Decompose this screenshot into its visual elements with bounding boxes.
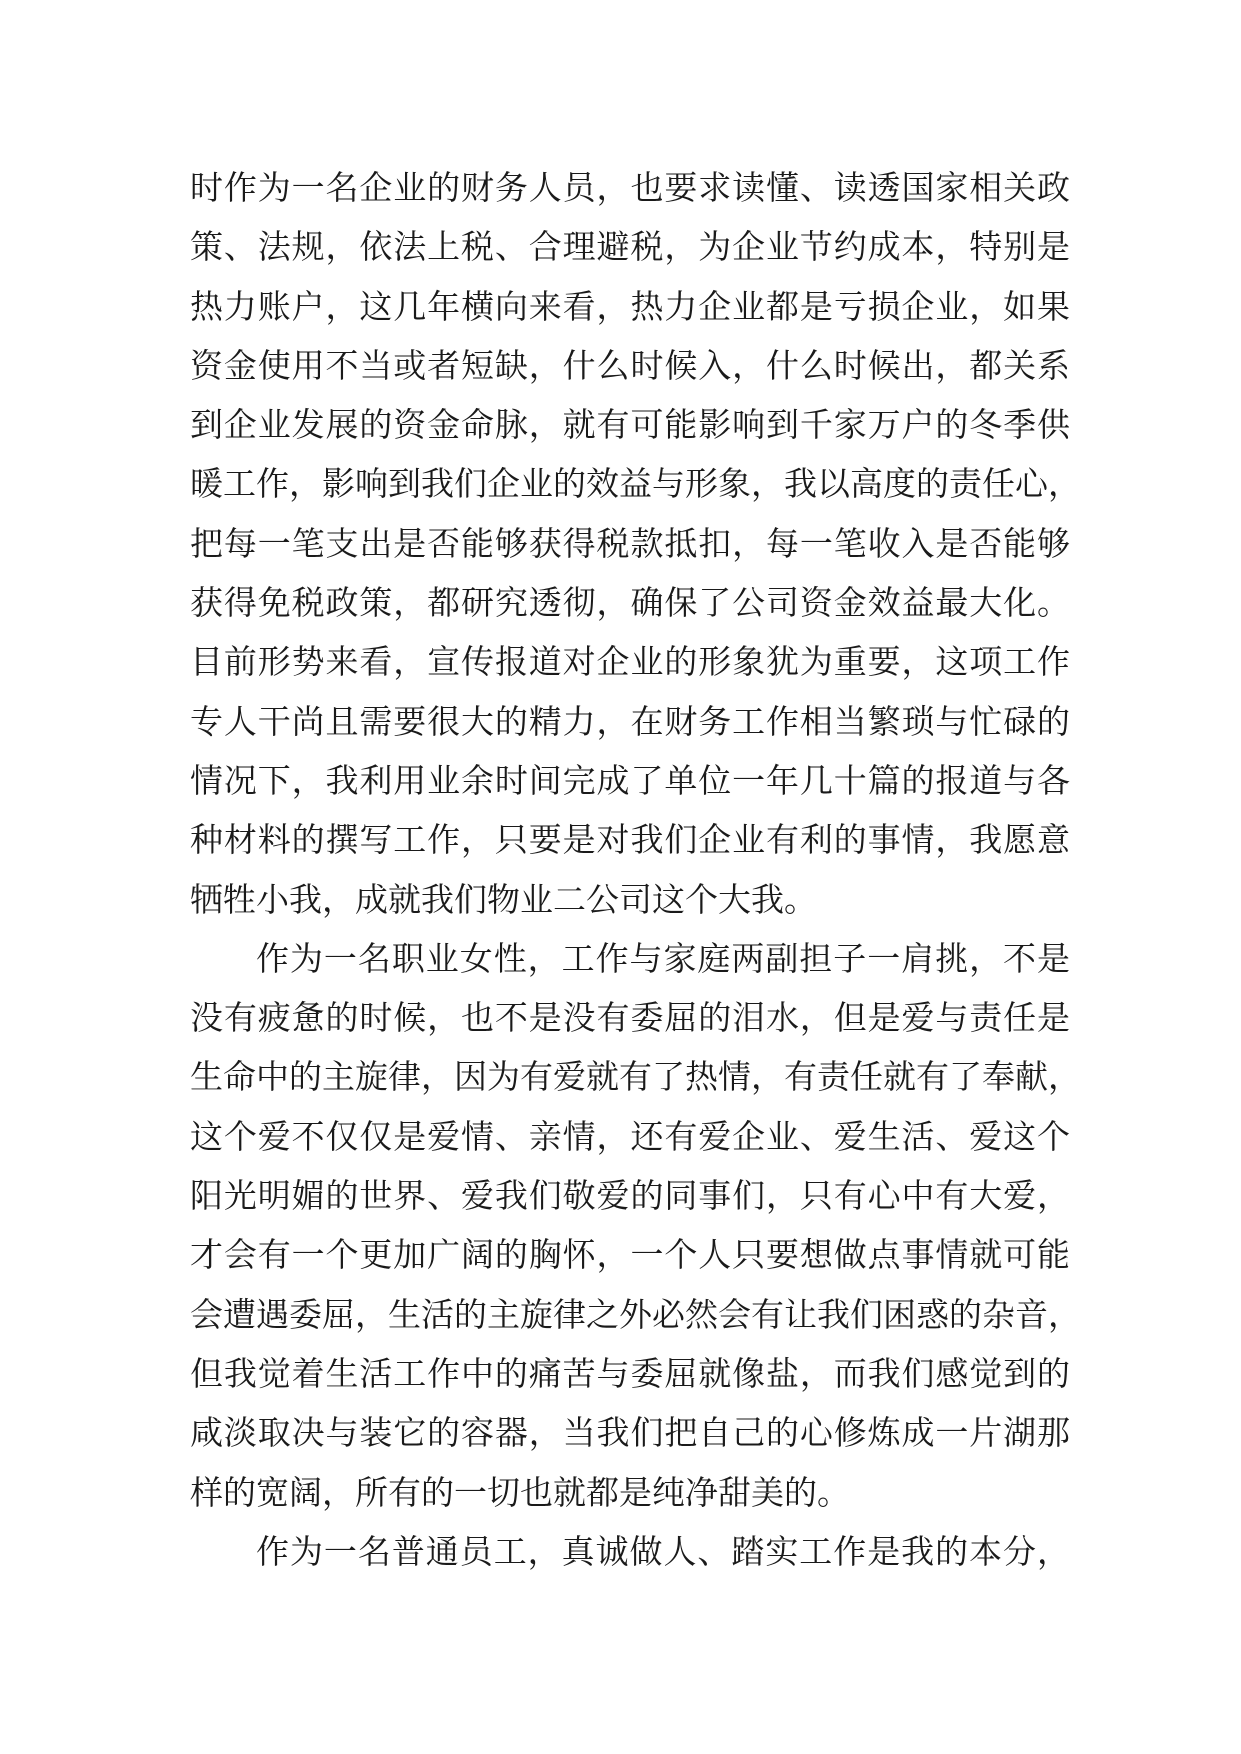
text-line: 资金使用不当或者短缺，什么时候入，什么时候出，都关系 [190,345,1070,385]
text-line: 阳光明媚的世界、爱我们敬爱的同事们，只有心中有大爱， [190,1176,1070,1216]
paragraph-first-line: 作为一名职业女性，工作与家庭两副担子一肩挑，不是 [256,938,1070,978]
text-line: 策、法规，依法上税、合理避税，为企业节约成本，特别是 [190,227,1070,267]
text-line: 没有疲惫的时候，也不是没有委屈的泪水，但是爱与责任是 [190,998,1070,1038]
text-line: 情况下，我利用业余时间完成了单位一年几十篇的报道与各 [190,760,1070,800]
text-line: 获得免税政策，都研究透彻，确保了公司资金效益最大化。 [190,583,1070,623]
body-text [190,158,1081,1581]
paragraph-first-line: 作为一名普通员工，真诚做人、踏实工作是我的本分， [256,1531,1070,1571]
text-line: 专人干尚且需要很大的精力，在财务工作相当繁琐与忙碌的 [190,701,1070,741]
text-line: 热力账户，这几年横向来看，热力企业都是亏损企业，如果 [190,286,1070,326]
text-line: 暖工作，影响到我们企业的效益与形象，我以高度的责任心， [190,464,1081,504]
text-line: 到企业发展的资金命脉，就有可能影响到千家万户的冬季供 [190,405,1070,445]
text-line: 目前形势来看，宣传报道对企业的形象犹为重要，这项工作 [190,642,1070,682]
text-line: 会遭遇委屈，生活的主旋律之外必然会有让我们困惑的杂音， [190,1294,1081,1334]
text-line: 时作为一名企业的财务人员，也要求读懂、读透国家相关政 [190,168,1070,207]
text-line: 牺牲小我，成就我们物业二公司这个大我。 [190,879,817,919]
text-line: 咸淡取决与装它的容器，当我们把自己的心修炼成一片湖那 [190,1413,1070,1453]
text-line: 种材料的撰写工作，只要是对我们企业有利的事情，我愿意 [190,820,1070,860]
text-line: 但我觉着生活工作中的痛苦与委屈就像盐，而我们感觉到的 [190,1353,1070,1393]
text-line: 这个爱不仅仅是爱情、亲情，还有爱企业、爱生活、爱这个 [190,1116,1070,1156]
text-line: 才会有一个更加广阔的胸怀，一个人只要想做点事情就可能 [190,1235,1070,1275]
text-line: 样的宽阔，所有的一切也就都是纯净甜美的。 [190,1472,850,1512]
text-line: 把每一笔支出是否能够获得税款抵扣，每一笔收入是否能够 [190,523,1070,563]
text-line: 生命中的主旋律，因为有爱就有了热情，有责任就有了奉献， [190,1057,1081,1097]
